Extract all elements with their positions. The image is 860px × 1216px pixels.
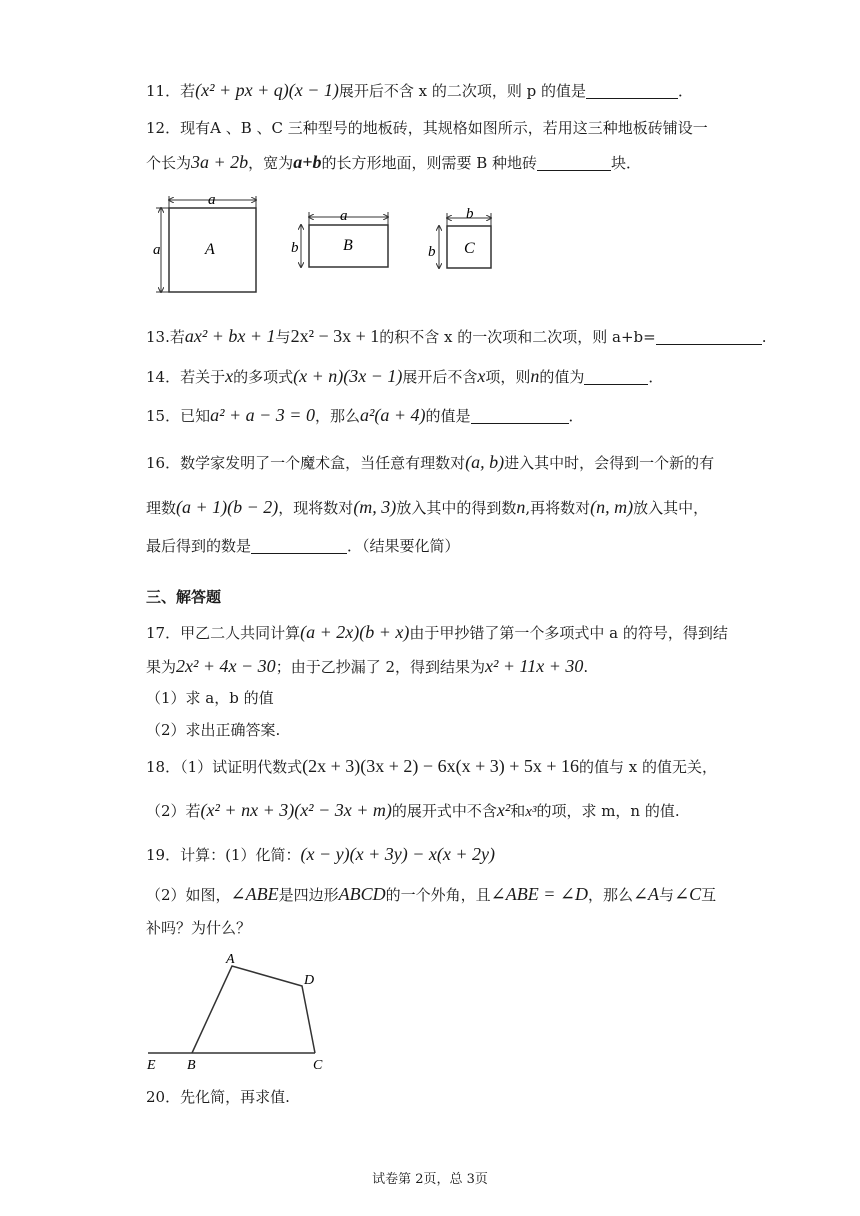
question-17-part-1: （1）求 a，b 的值 bbox=[146, 689, 274, 707]
label-tile-a: A bbox=[205, 241, 215, 258]
label-tile-b: B bbox=[343, 237, 353, 254]
text: （2）若 bbox=[146, 802, 201, 820]
question-number: 19． bbox=[146, 846, 181, 864]
question-13 bbox=[146, 326, 767, 347]
label-b: b bbox=[466, 206, 474, 222]
text: ． bbox=[648, 368, 664, 386]
tile-a bbox=[153, 192, 256, 292]
text: ，那么 bbox=[587, 886, 633, 904]
math-expression: (x² + nx + 3)(x² − 3x + m) bbox=[200, 800, 392, 820]
text: ，现将数对 bbox=[278, 499, 354, 517]
text: （1）试证明代数式 bbox=[180, 758, 303, 776]
text: ,再将数对 bbox=[525, 499, 591, 517]
text: . bbox=[761, 328, 767, 346]
vertex-label-e: E bbox=[147, 1058, 156, 1073]
text: 甲乙二人共同计算 bbox=[180, 624, 301, 642]
question-12-line-1 bbox=[146, 118, 708, 138]
question-16-line-2 bbox=[146, 497, 708, 518]
quadrilateral-edges bbox=[192, 966, 315, 1053]
text: 理数 bbox=[146, 499, 177, 517]
question-18-part-2 bbox=[146, 800, 680, 822]
page-footer: 试卷第 2页，总 3页 bbox=[372, 1172, 488, 1187]
text: 的值是 bbox=[425, 407, 471, 425]
question-17-line-1 bbox=[146, 622, 728, 643]
text: 的多项式 bbox=[233, 368, 294, 386]
math-expression: ∠ABE bbox=[230, 884, 279, 904]
tile-figure bbox=[150, 190, 510, 300]
question-number: 12． bbox=[146, 119, 181, 137]
text: 项，则 bbox=[485, 368, 531, 386]
text: 是四边形 bbox=[278, 886, 339, 904]
question-number: 14． bbox=[146, 368, 181, 386]
text: 和 bbox=[510, 802, 526, 820]
question-number: 16． bbox=[146, 454, 181, 472]
text: ，宽为 bbox=[248, 154, 294, 172]
math-expression: x² bbox=[496, 800, 511, 820]
text: 的项，求 m，n 的值. bbox=[536, 802, 680, 820]
text: 若关于 bbox=[180, 368, 226, 386]
text: ，那么 bbox=[314, 407, 360, 425]
math-expression: (x² + px + q)(x − 1) bbox=[195, 80, 339, 100]
text: ． bbox=[568, 407, 584, 425]
math-expression: (a + 2x)(b + x) bbox=[300, 622, 410, 642]
answer-blank[interactable] bbox=[586, 82, 678, 99]
tile-c bbox=[428, 206, 491, 268]
text: 的积不含 x 的一次项和二次项，则 a+b= bbox=[379, 328, 656, 346]
math-expression: ax² + bx + 1 bbox=[184, 326, 276, 346]
label-b: b bbox=[428, 244, 436, 260]
quadrilateral-figure bbox=[140, 948, 340, 1073]
question-number: 20． bbox=[146, 1088, 181, 1106]
text: 放入其中的得到数 bbox=[396, 499, 517, 517]
question-12-line-2 bbox=[146, 152, 641, 173]
text: 的长方形地面，则需要 B 种地砖 bbox=[321, 154, 538, 172]
question-number: 18． bbox=[146, 758, 181, 776]
question-11 bbox=[146, 80, 693, 101]
text: 的一个外角，且 bbox=[385, 886, 491, 904]
vertex-label-d: D bbox=[304, 973, 315, 988]
question-number: 15． bbox=[146, 407, 181, 425]
math-expression: a²(a + 4) bbox=[359, 405, 426, 425]
answer-blank[interactable] bbox=[656, 328, 762, 345]
answer-blank[interactable] bbox=[537, 154, 611, 171]
text: 块． bbox=[611, 154, 642, 172]
text: 的值为 bbox=[539, 368, 585, 386]
text: 若 bbox=[169, 328, 185, 346]
math-expression: ABCD bbox=[338, 884, 386, 904]
text: 展开后不含 bbox=[402, 368, 478, 386]
text: 与 bbox=[659, 886, 675, 904]
text: 由于甲抄错了第一个多项式中 a 的符号，得到结 bbox=[409, 624, 728, 642]
text: 展开后不含 x 的二次项，则 p 的值是 bbox=[338, 82, 587, 100]
tile-b bbox=[291, 208, 388, 267]
text: ；由于乙抄漏了 2，得到结果为 bbox=[275, 658, 486, 676]
math-expression: (n, m) bbox=[590, 497, 634, 517]
math-expression: (x − y)(x + 3y) − x(x + 2y) bbox=[300, 844, 495, 864]
vertex-label-a: A bbox=[226, 952, 235, 967]
text: 计算：(1）化简： bbox=[180, 846, 301, 864]
math-expression: 2x² + 4x − 30 bbox=[176, 656, 276, 676]
question-18-part-1 bbox=[146, 756, 717, 777]
text: 的值与 x 的值无关， bbox=[579, 758, 718, 776]
text: 先化简，再求值. bbox=[180, 1088, 290, 1106]
question-number: 11． bbox=[146, 82, 181, 100]
text: 数学家发明了一个魔术盒，当任意有理数对 bbox=[180, 454, 466, 472]
math-expression: a² + a − 3 = 0 bbox=[210, 405, 315, 425]
text: . bbox=[583, 658, 589, 676]
math-expression: (a + 1)(b − 2) bbox=[176, 497, 279, 517]
question-17-line-2 bbox=[146, 656, 588, 677]
question-19-part-2 bbox=[146, 884, 716, 905]
text: 若 bbox=[180, 82, 196, 100]
question-20 bbox=[146, 1087, 290, 1107]
math-expression: (m, 3) bbox=[353, 497, 397, 517]
math-expression: ∠A bbox=[632, 884, 660, 904]
text: 现有A 、B 、C 三种型号的地板砖，其规格如图所示，若用这三种地板砖铺设一 bbox=[180, 119, 708, 137]
question-16-line-1 bbox=[146, 452, 714, 473]
question-17-part-2: （2）求出正确答案. bbox=[146, 721, 281, 739]
math-expression: 3a + 2b bbox=[191, 152, 249, 172]
vertex-label-b: B bbox=[187, 1058, 196, 1073]
question-number: 17． bbox=[146, 624, 181, 642]
answer-blank[interactable] bbox=[251, 537, 347, 554]
label-a: a bbox=[153, 242, 161, 258]
math-expression: (2x + 3)(3x + 2) − 6x(x + 3) + 5x + 16 bbox=[302, 756, 580, 776]
question-15 bbox=[146, 405, 584, 426]
text: 果为 bbox=[146, 658, 177, 676]
text: 互 bbox=[701, 886, 717, 904]
text: 与 bbox=[275, 328, 291, 346]
text: ．（结果要化简） bbox=[347, 537, 460, 555]
question-14 bbox=[146, 366, 663, 387]
text: ． bbox=[678, 82, 694, 100]
text: 个长为 bbox=[146, 154, 192, 172]
text: 最后得到的数是 bbox=[146, 537, 252, 555]
label-a: a bbox=[340, 208, 348, 224]
math-expression: ∠C bbox=[674, 884, 702, 904]
section-heading: 三、解答题 bbox=[146, 588, 222, 606]
question-number: 13. bbox=[146, 328, 170, 346]
text: 放入其中， bbox=[633, 499, 709, 517]
math-expression: (x + n)(3x − 1) bbox=[293, 366, 403, 386]
answer-blank[interactable] bbox=[471, 407, 569, 424]
label-a: a bbox=[208, 192, 216, 208]
label-tile-c: C bbox=[464, 240, 475, 257]
label-b: b bbox=[291, 240, 299, 256]
answer-blank[interactable] bbox=[584, 368, 648, 385]
question-16-line-3 bbox=[146, 536, 460, 556]
math-variable: x bbox=[225, 366, 234, 386]
math-expression: x² + 11x + 30 bbox=[485, 656, 584, 676]
question-19-part-1 bbox=[146, 844, 495, 865]
math-variable: n bbox=[516, 497, 526, 517]
math-expression: x³ bbox=[525, 804, 537, 820]
text: 的展开式中不含 bbox=[391, 802, 497, 820]
vertex-label-c: C bbox=[313, 1058, 323, 1073]
math-variable: x bbox=[477, 366, 486, 386]
math-expression: ∠ABE = ∠D bbox=[490, 884, 588, 904]
math-expression: (a, b) bbox=[465, 452, 505, 472]
text: （2）如图， bbox=[146, 886, 231, 904]
text: 进入其中时，会得到一个新的有 bbox=[504, 454, 715, 472]
math-variable: n bbox=[530, 366, 540, 386]
math-expression: a+b bbox=[293, 152, 322, 172]
question-19-part-2-line-2: 补吗？为什么？ bbox=[146, 919, 252, 937]
math-expression: 2x² − 3x + 1 bbox=[290, 326, 380, 346]
text: 已知 bbox=[180, 407, 211, 425]
